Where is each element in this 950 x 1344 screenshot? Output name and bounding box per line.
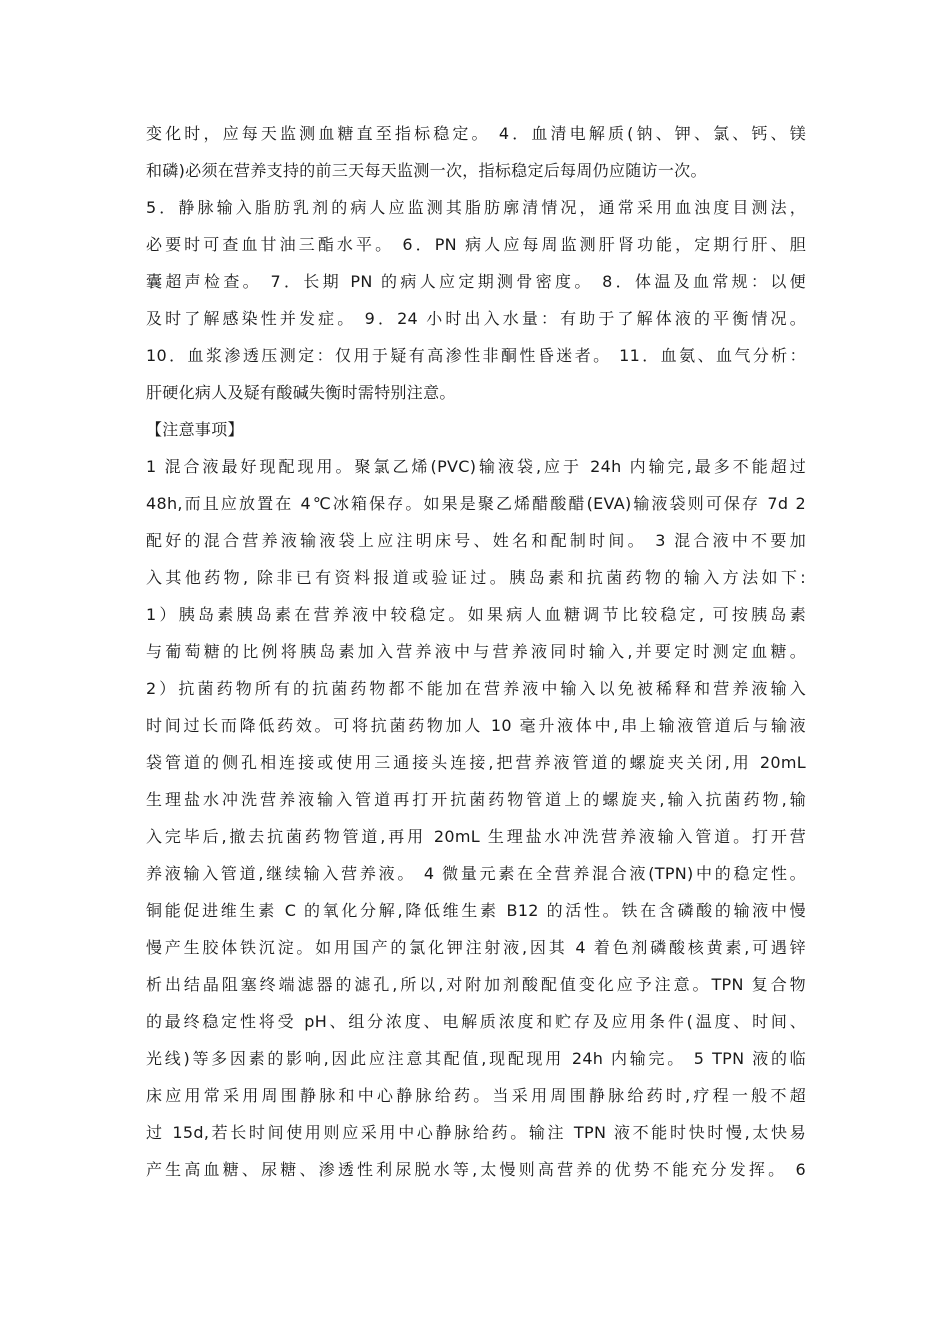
text-line: 48h,而且应放置在 4℃冰箱保存。如果是聚乙烯醋酸醋(EVA)输液袋则可保存 7d 2: [146, 494, 806, 513]
text-line: 5．静脉输入脂肪乳剂的病人应监测其脂肪廓清情况，通常采用血浊度目测法，: [146, 198, 806, 217]
text-line: 床应用常采用周围静脉和中心静脉给药。当采用周围静脉给药时,疗程一般不超: [146, 1086, 806, 1105]
text-line: 变化时，应每天监测血糖直至指标稳定。 4．血清电解质(钠、钾、氯、钙、镁: [146, 124, 806, 143]
text-line: 光线)等多因素的影响,因此应注意其配值,现配现用 24h 内输完。 5 TPN 液的临: [146, 1049, 806, 1068]
text-line: 与葡萄糖的比例将胰岛素加入营养液中与营养液同时输入,并要定时测定血糖。: [146, 642, 806, 661]
text-line: 1 混合液最好现配现用。聚氯乙烯(PVC)输液袋,应于 24h 内输完,最多不能超过: [146, 457, 806, 476]
text-line: 肝硬化病人及疑有酸碱失衡时需特别注意。: [146, 383, 456, 402]
text-line: 入完毕后,撤去抗菌药物管道,再用 20mL 生理盐水冲洗营养液输入管道。打开营: [146, 827, 806, 846]
text-line: 的最终稳定性将受 pH、组分浓度、电解质浓度和贮存及应用条件(温度、时间、: [146, 1012, 806, 1031]
text-line: 时间过长而降低药效。可将抗菌药物加人 10 毫升液体中,串上输液管道后与输液: [146, 716, 806, 735]
text-line: 配好的混合营养液输液袋上应注明床号、姓名和配制时间。 3 混合液中不要加: [146, 531, 806, 550]
text-line: 及时了解感染性并发症。 9．24 小时出入水量：有助于了解体液的平衡情况。: [146, 309, 806, 328]
text-line: 过 15d,若长时间使用则应采用中心静脉给药。输注 TPN 液不能时快时慢,太快易: [146, 1123, 806, 1142]
text-line: 2）抗菌药物所有的抗菌药物都不能加在营养液中输入以免被稀释和营养液输入: [146, 679, 806, 698]
text-line: 生理盐水冲洗营养液输入管道再打开抗菌药物管道上的螺旋夹,输入抗菌药物,输: [146, 790, 806, 809]
text-line: 入其他药物, 除非已有资料报道或验证过。胰岛素和抗菌药物的输入方法如下:: [146, 568, 806, 587]
text-line: 袋管道的侧孔相连接或使用三通接头连接,把营养液管道的螺旋夹关闭,用 20mL: [146, 753, 806, 772]
text-line: 10．血浆渗透压测定：仅用于疑有高渗性非酮性昏迷者。 11．血氨、血气分析：: [146, 346, 806, 365]
text-line: 1）胰岛素胰岛素在营养液中较稳定。如果病人血糖调节比较稳定, 可按胰岛素: [146, 605, 806, 624]
text-line: 铜能促进维生素 C 的氧化分解,降低维生素 B12 的活性。铁在含磷酸的输液中慢: [146, 901, 806, 920]
text-line: 囊超声检查。 7．长期 PN 的病人应定期测骨密度。 8．体温及血常规：以便: [146, 272, 806, 291]
text-line: 慢产生胶体铁沉淀。如用国产的氯化钾注射液,因其 4 着色剂磷酸核黄素,可遇锌: [146, 938, 806, 957]
text-line: 必要时可查血甘油三酯水平。 6．PN 病人应每周监测肝肾功能，定期行肝、胆: [146, 235, 806, 254]
text-line: 养液输入管道,继续输入营养液。 4 微量元素在全营养混合液(TPN)中的稳定性。: [146, 864, 806, 883]
text-line: 析出结晶阻塞终端滤器的滤孔,所以,对附加剂酸配值变化应予注意。TPN 复合物: [146, 975, 806, 994]
text-line: 产生高血糖、尿糖、渗透性利尿脱水等,太慢则高营养的优势不能充分发挥。 6: [146, 1160, 806, 1179]
text-line: 【注意事项】: [146, 420, 244, 439]
text-line: 和磷)必须在营养支持的前三天每天监测一次，指标稳定后每周仍应随访一次。: [146, 161, 707, 180]
body-text: [146, 115, 806, 1188]
